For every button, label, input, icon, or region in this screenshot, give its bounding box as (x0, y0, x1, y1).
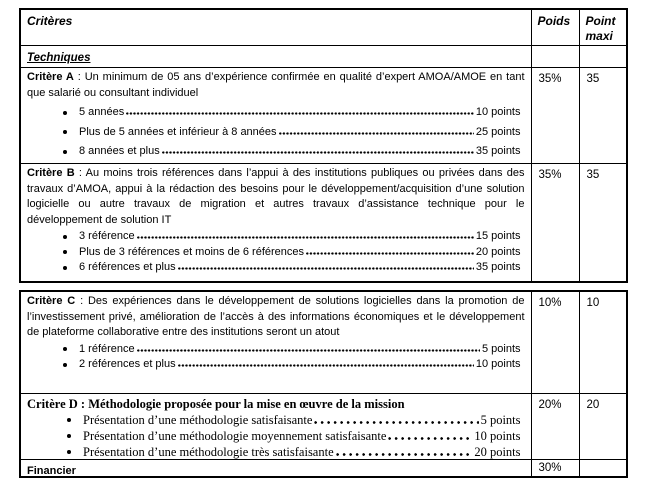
list-item (27, 412, 525, 428)
dotted-leader (279, 132, 474, 135)
col-header-point-maxi: Point maxi (585, 14, 616, 43)
list-item (27, 260, 525, 276)
critere-c-text: : Des expériences dans le développement de solutions logicielles dans la promotion de l’investissement privé, amélioration de l’accès à des informations économiques et le développement de plateforme collaborative entre des institutions seront un atout (27, 295, 525, 338)
critere-c-row (20, 291, 627, 394)
dotted-leader (306, 252, 474, 255)
empty-cell (532, 46, 579, 67)
dotted-leader (388, 437, 472, 440)
critere-a-poids: 35% (538, 73, 562, 85)
dotted-leader (178, 267, 474, 270)
critere-b-row (20, 164, 627, 283)
critere-c-description (27, 294, 525, 341)
bullet-icon (63, 235, 67, 239)
col-header-criteres: Critères (27, 14, 73, 28)
critere-b-description (27, 166, 525, 228)
critere-b-maxi: 35 (586, 169, 600, 181)
bullet-icon (67, 434, 71, 438)
item-label: 3 référence (79, 230, 135, 242)
dotted-leader (162, 151, 474, 154)
bullet-icon (63, 250, 67, 254)
item-points: 25 points (475, 125, 521, 138)
list-item (27, 229, 525, 245)
item-points: 20 points (474, 445, 521, 459)
item-points: 15 points (475, 230, 521, 242)
item-label: 2 références et plus (79, 358, 176, 370)
critere-b-text: : Au moins trois références dans l’appui à des institutions publiques ou privées dans des travaux d’AMOA, appui à la rédaction des besoins pour le développement/acquisition d’une solution logicielle ou autre travaux de migration et autres travaux d’assistance technique pour le développement de solution IT (27, 167, 525, 226)
empty-cell (580, 46, 627, 67)
financier-maxi (580, 460, 627, 476)
critere-a-text: : Un minimum de 05 ans d’expérience confirmée en qualité d’expert AMOA/AMOE en tant que salarié ou consultant individuel (27, 71, 525, 99)
section-row-techniques (20, 46, 627, 68)
critere-d-poids: 20% (538, 399, 562, 411)
critere-d-items (27, 412, 525, 459)
list-item (27, 125, 525, 141)
item-points: 5 points (480, 413, 521, 427)
item-label: 8 années et plus (79, 145, 160, 157)
critere-b-label: Critère B (27, 167, 75, 179)
financier-poids: 30% (538, 462, 562, 474)
bullet-icon (63, 111, 67, 115)
item-label: Présentation d’une méthodologie moyennement satisfaisante (83, 429, 387, 443)
critere-b-items (27, 229, 525, 276)
list-item (27, 105, 525, 121)
criteria-table-techniques (19, 8, 628, 283)
dotted-leader (314, 421, 478, 424)
bullet-icon (63, 347, 67, 351)
dotted-leader (137, 236, 474, 239)
list-item (27, 444, 525, 459)
item-points: 10 points (475, 106, 521, 118)
bullet-icon (67, 450, 71, 454)
critere-c-items (27, 342, 525, 373)
list-item (27, 144, 525, 160)
critere-b-poids: 35% (538, 169, 562, 181)
dotted-leader (178, 364, 474, 367)
list-item (27, 428, 525, 444)
item-points: 10 points (474, 429, 521, 443)
critere-a-label: Critère A (27, 71, 74, 83)
item-label: 6 références et plus (79, 261, 176, 273)
bullet-icon (67, 418, 71, 422)
list-item (27, 357, 525, 373)
critere-d-title: Critère D : Méthodologie proposée pour la mise en œuvre de la mission (27, 397, 405, 411)
critere-a-description (27, 70, 525, 101)
critere-c-maxi: 10 (586, 297, 600, 309)
financier-label: Financier (27, 465, 76, 476)
list-item (27, 245, 525, 261)
critere-d-maxi: 20 (586, 399, 600, 411)
critere-d-row (20, 394, 627, 460)
bullet-icon (63, 150, 67, 154)
critere-c-poids: 10% (538, 297, 562, 309)
section-label-techniques: Techniques (27, 52, 91, 64)
table-header-row (20, 9, 627, 46)
critere-c-label: Critère C (27, 295, 76, 307)
item-label: 1 référence (79, 342, 135, 355)
item-label: Plus de 5 années et inférieur à 8 années (79, 125, 277, 138)
dotted-leader (336, 453, 473, 456)
critere-a-row (20, 68, 627, 164)
item-points: 35 points (475, 145, 521, 157)
bullet-icon (63, 363, 67, 367)
item-points: 20 points (475, 245, 521, 258)
item-label: Présentation d’une méthodologie satisfaisante (83, 413, 313, 427)
critere-a-items (27, 105, 525, 160)
financier-row (20, 460, 627, 478)
item-points: 10 points (475, 358, 521, 370)
dotted-leader (137, 349, 480, 352)
item-label: Présentation d’une méthodologie très satisfaisante (83, 445, 334, 459)
bullet-icon (63, 130, 67, 134)
list-item (27, 342, 525, 358)
item-label: Plus de 3 références et moins de 6 références (79, 245, 305, 258)
bullet-icon (63, 266, 67, 270)
item-points: 5 points (481, 342, 521, 355)
col-header-poids: Poids (537, 14, 571, 28)
critere-a-maxi: 35 (586, 73, 600, 85)
item-label: 5 années (79, 106, 125, 118)
item-points: 35 points (475, 261, 521, 273)
criteria-table-complement (19, 290, 628, 478)
dotted-leader (126, 112, 474, 115)
